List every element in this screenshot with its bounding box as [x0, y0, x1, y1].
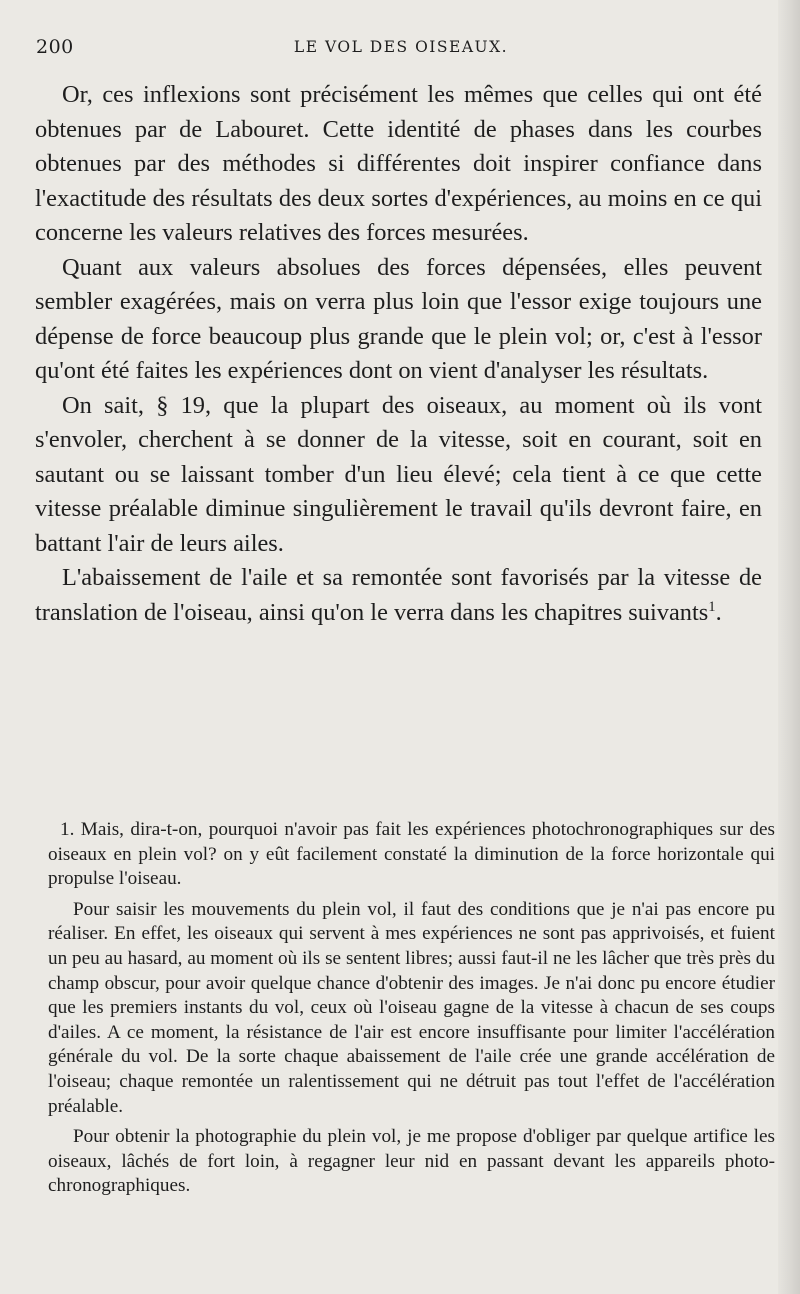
page-edge-shadow [778, 0, 800, 1294]
page-header [36, 36, 766, 62]
paragraph: On sait, § 19, que la plupart des oiseaux, au moment où ils vont s'envoler, cherchent à se donner de la vitesse, soit en courant, soit en sautant ou se laissant tomber d'un lieu élevé; cela tient à ce que cette vitesse préalable diminue singulièrement le travail qu'ils devront faire, en battant l'air de leurs ailes. [35, 391, 762, 557]
paragraph: L'abaissement de l'aile et sa remontée sont favorisés par la vitesse de translation de l'oiseau, ainsi qu'on le verra dans les chapitres suivants$^1$. [35, 564, 762, 626]
footnote-paragraph: Pour saisir les mouvements du plein vol, il faut des conditions que je n'ai pas encore pu réaliser. En effet, les oiseaux qui servent à mes expériences ne sont pas apprivoisés, et fuient un peu au hasard, au moment où ils se sentent libres; aussi faut-il ne les lâcher que très près du champ obscur, pour avoir quelque chance d'obtenir des images. Je n'ai donc pu encore étudier que les premiers instants du vol, ceux où l'oiseau gagne de la vitesse à chacun de ses coups d'ailes. A ce moment, la résistance de l'air est encore insuffisante pour limiter l'accélération générale du vol. De la sorte chaque abaissement de l'aile crée une grande accélération de l'oiseau; chaque remontée un ralentissement qui ne détruit pas tout l'effet de l'accélération préalable. [48, 898, 775, 1117]
paragraph: Quant aux valeurs absolues des forces dépensées, elles peuvent sembler exagérées, mais on verra plus loin que l'essor exige toujours une dépense de force beaucoup plus grande que le plein vol; or, c'est à l'essor qu'ont été faites les expériences dont on vient d'analyser les résultats. [35, 253, 762, 384]
paragraph: Or, ces inflexions sont précisément les mêmes que celles qui ont été obtenues par de Labouret. Cette identité de phases dans les courbes obtenues par des méthodes si différentes doit inspirer confiance dans l'exactitude des résultats des deux sortes d'expériences, au moins en ce qui concerne les valeurs relatives des forces mesurées. [35, 81, 762, 246]
footnote: 1. Mais, dira-t-on, pourquoi n'avoir pas fait les expériences photochronographiques sur des oiseaux en plein vol? on y eût facilement constaté la diminution de la force horizontale qui propulse l'oiseau. [48, 819, 775, 890]
main-text [35, 78, 762, 630]
footnote-reference[interactable]: 1 [708, 598, 716, 615]
running-head: LE VOL DES OISEAUX. [293, 38, 509, 56]
footnotes [48, 818, 775, 1199]
paragraph-text: L'abaissement de l'aile et sa remontée sont favorisés par la vitesse de translation de l'oiseau, ainsi qu'on le verra dans les chapitres suivants [35, 564, 762, 626]
page-number: 200 [36, 36, 74, 58]
footnote-paragraph: Pour obtenir la photographie du plein vol, je me propose d'obliger par quelque artifice les oiseaux, lâchés de fort loin, à regagner leur nid en passant devant les appareils photo-chronographiques. [48, 1126, 775, 1197]
